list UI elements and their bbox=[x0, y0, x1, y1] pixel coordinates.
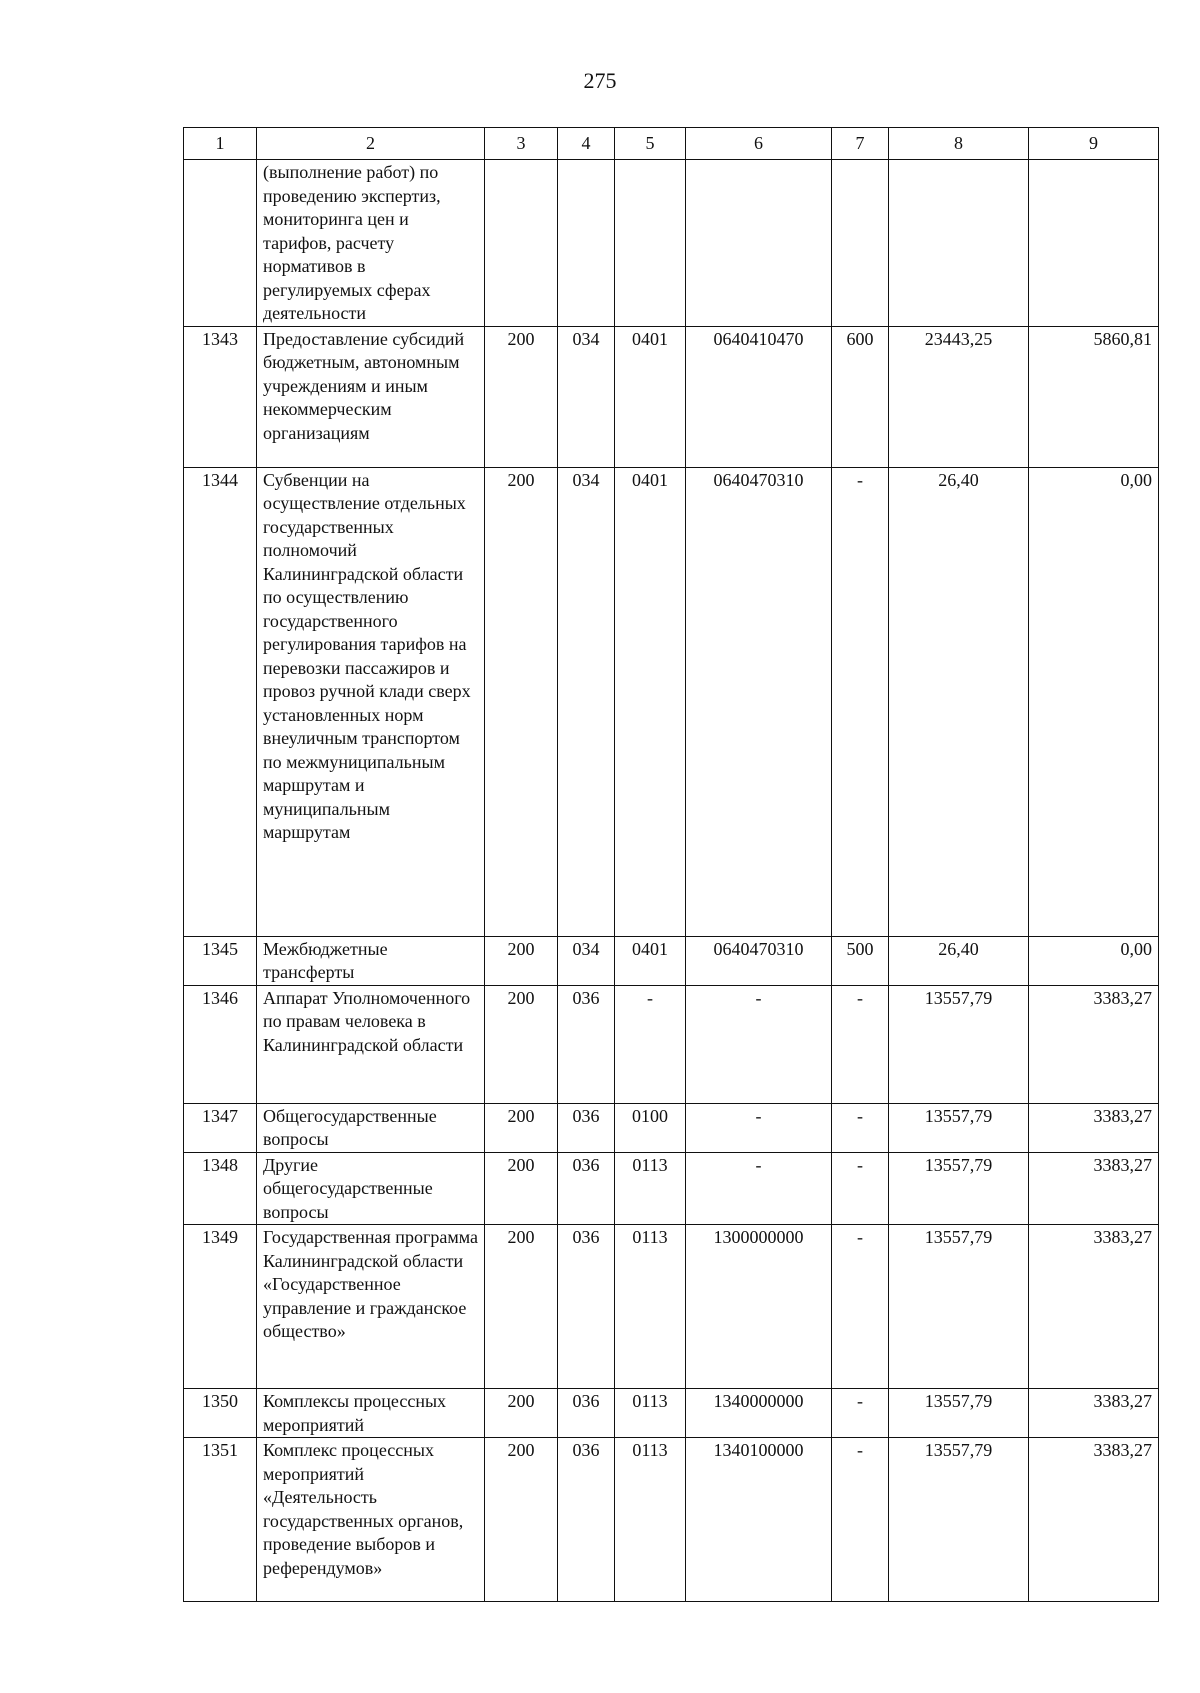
row-col-4: 036 bbox=[558, 1389, 615, 1438]
row-col-5: 0113 bbox=[615, 1152, 686, 1225]
table-row bbox=[184, 1438, 1159, 1602]
row-name: Аппарат Уполномоченного по правам человека в Калининградской области bbox=[257, 985, 485, 1103]
row-col-3: 200 bbox=[485, 1103, 558, 1152]
row-col-4: 036 bbox=[558, 1438, 615, 1602]
row-col-5: 0113 bbox=[615, 1438, 686, 1602]
table-row bbox=[184, 936, 1159, 985]
column-header-8: 8 bbox=[889, 128, 1029, 160]
row-col-3 bbox=[485, 160, 558, 327]
row-col-7: - bbox=[832, 1389, 889, 1438]
row-col-9: 5860,81 bbox=[1029, 326, 1159, 467]
row-col-4: 034 bbox=[558, 936, 615, 985]
row-col-6: 0640410470 bbox=[686, 326, 832, 467]
row-col-7: 600 bbox=[832, 326, 889, 467]
row-number: 1346 bbox=[184, 985, 257, 1103]
row-col-7: - bbox=[832, 1438, 889, 1602]
row-col-6: - bbox=[686, 1103, 832, 1152]
column-header-3: 3 bbox=[485, 128, 558, 160]
row-col-4: 034 bbox=[558, 326, 615, 467]
row-col-8: 13557,79 bbox=[889, 1152, 1029, 1225]
row-col-3: 200 bbox=[485, 1389, 558, 1438]
table-row bbox=[184, 1225, 1159, 1389]
row-col-9: 3383,27 bbox=[1029, 1225, 1159, 1389]
table-row bbox=[184, 1152, 1159, 1225]
row-col-3: 200 bbox=[485, 1438, 558, 1602]
table-row bbox=[184, 326, 1159, 467]
row-col-8: 13557,79 bbox=[889, 1438, 1029, 1602]
row-number: 1343 bbox=[184, 326, 257, 467]
row-col-6: - bbox=[686, 985, 832, 1103]
row-col-6: 0640470310 bbox=[686, 936, 832, 985]
column-header-5: 5 bbox=[615, 128, 686, 160]
row-col-6: - bbox=[686, 1152, 832, 1225]
row-col-7: - bbox=[832, 1103, 889, 1152]
row-col-7: 500 bbox=[832, 936, 889, 985]
row-col-7: - bbox=[832, 1225, 889, 1389]
row-number: 1351 bbox=[184, 1438, 257, 1602]
row-col-4: 036 bbox=[558, 1225, 615, 1389]
column-header-9: 9 bbox=[1029, 128, 1159, 160]
column-header-7: 7 bbox=[832, 128, 889, 160]
table-row bbox=[184, 985, 1159, 1103]
row-col-8: 13557,79 bbox=[889, 1225, 1029, 1389]
row-col-6: 1340100000 bbox=[686, 1438, 832, 1602]
row-col-5 bbox=[615, 160, 686, 327]
table-row bbox=[184, 160, 1159, 327]
column-header-4: 4 bbox=[558, 128, 615, 160]
row-name: Субвенции на осуществление отдельных государственных полномочий Калининградской области по осуществлению государственного регулирования тарифов на перевозки пассажиров и провоз ручной клади сверх установленных норм внеуличным транспортом по межмуниципальным маршрутам и муниципальным маршрутам bbox=[257, 467, 485, 936]
row-col-8: 13557,79 bbox=[889, 1389, 1029, 1438]
row-number: 1347 bbox=[184, 1103, 257, 1152]
row-col-7: - bbox=[832, 985, 889, 1103]
row-name: Государственная программа Калининградской области «Государственное управление и гражданское общество» bbox=[257, 1225, 485, 1389]
table-body bbox=[184, 160, 1159, 1602]
row-col-4: 036 bbox=[558, 1152, 615, 1225]
row-col-5: 0100 bbox=[615, 1103, 686, 1152]
row-col-8 bbox=[889, 160, 1029, 327]
row-col-5: 0113 bbox=[615, 1389, 686, 1438]
row-col-9: 3383,27 bbox=[1029, 1438, 1159, 1602]
row-number: 1350 bbox=[184, 1389, 257, 1438]
row-col-5: 0113 bbox=[615, 1225, 686, 1389]
row-col-9: 0,00 bbox=[1029, 936, 1159, 985]
row-col-3: 200 bbox=[485, 1225, 558, 1389]
row-col-7: - bbox=[832, 467, 889, 936]
budget-table bbox=[183, 127, 1159, 1602]
row-col-8: 26,40 bbox=[889, 467, 1029, 936]
row-number: 1345 bbox=[184, 936, 257, 985]
row-col-7 bbox=[832, 160, 889, 327]
column-header-1: 1 bbox=[184, 128, 257, 160]
table-row bbox=[184, 1103, 1159, 1152]
row-col-3: 200 bbox=[485, 1152, 558, 1225]
table-row bbox=[184, 467, 1159, 936]
row-col-4: 036 bbox=[558, 985, 615, 1103]
page-number: 275 bbox=[583, 68, 617, 93]
row-name: Межбюджетные трансферты bbox=[257, 936, 485, 985]
row-name: Другие общегосударственные вопросы bbox=[257, 1152, 485, 1225]
row-col-9: 3383,27 bbox=[1029, 1152, 1159, 1225]
table-header bbox=[184, 128, 1159, 160]
row-col-6 bbox=[686, 160, 832, 327]
row-name: Предоставление субсидий бюджетным, автономным учреждениям и иным некоммерческим организациям bbox=[257, 326, 485, 467]
row-col-9: 3383,27 bbox=[1029, 1389, 1159, 1438]
row-col-5: 0401 bbox=[615, 936, 686, 985]
row-col-8: 26,40 bbox=[889, 936, 1029, 985]
row-col-3: 200 bbox=[485, 467, 558, 936]
row-col-8: 13557,79 bbox=[889, 1103, 1029, 1152]
row-col-3: 200 bbox=[485, 985, 558, 1103]
row-col-8: 23443,25 bbox=[889, 326, 1029, 467]
row-col-6: 0640470310 bbox=[686, 467, 832, 936]
row-col-8: 13557,79 bbox=[889, 985, 1029, 1103]
row-col-4 bbox=[558, 160, 615, 327]
row-col-7: - bbox=[832, 1152, 889, 1225]
row-col-4: 034 bbox=[558, 467, 615, 936]
row-number: 1349 bbox=[184, 1225, 257, 1389]
row-col-5: - bbox=[615, 985, 686, 1103]
column-header-6: 6 bbox=[686, 128, 832, 160]
row-col-9: 0,00 bbox=[1029, 467, 1159, 936]
row-col-6: 1300000000 bbox=[686, 1225, 832, 1389]
column-header-2: 2 bbox=[257, 128, 485, 160]
row-col-9 bbox=[1029, 160, 1159, 327]
table-row bbox=[184, 1389, 1159, 1438]
row-name: Комплекс процессных мероприятий «Деятельность государственных органов, проведение выборов и референдумов» bbox=[257, 1438, 485, 1602]
row-number: 1344 bbox=[184, 467, 257, 936]
row-col-5: 0401 bbox=[615, 326, 686, 467]
row-number bbox=[184, 160, 257, 327]
row-col-3: 200 bbox=[485, 326, 558, 467]
row-col-3: 200 bbox=[485, 936, 558, 985]
row-name: Общегосударственные вопросы bbox=[257, 1103, 485, 1152]
row-name: Комплексы процессных мероприятий bbox=[257, 1389, 485, 1438]
row-number: 1348 bbox=[184, 1152, 257, 1225]
row-col-9: 3383,27 bbox=[1029, 985, 1159, 1103]
row-name: (выполнение работ) по проведению экспертиз, мониторинга цен и тарифов, расчету нормативов в регулируемых сферах деятельности bbox=[257, 160, 485, 327]
row-col-5: 0401 bbox=[615, 467, 686, 936]
row-col-6: 1340000000 bbox=[686, 1389, 832, 1438]
row-col-9: 3383,27 bbox=[1029, 1103, 1159, 1152]
row-col-4: 036 bbox=[558, 1103, 615, 1152]
